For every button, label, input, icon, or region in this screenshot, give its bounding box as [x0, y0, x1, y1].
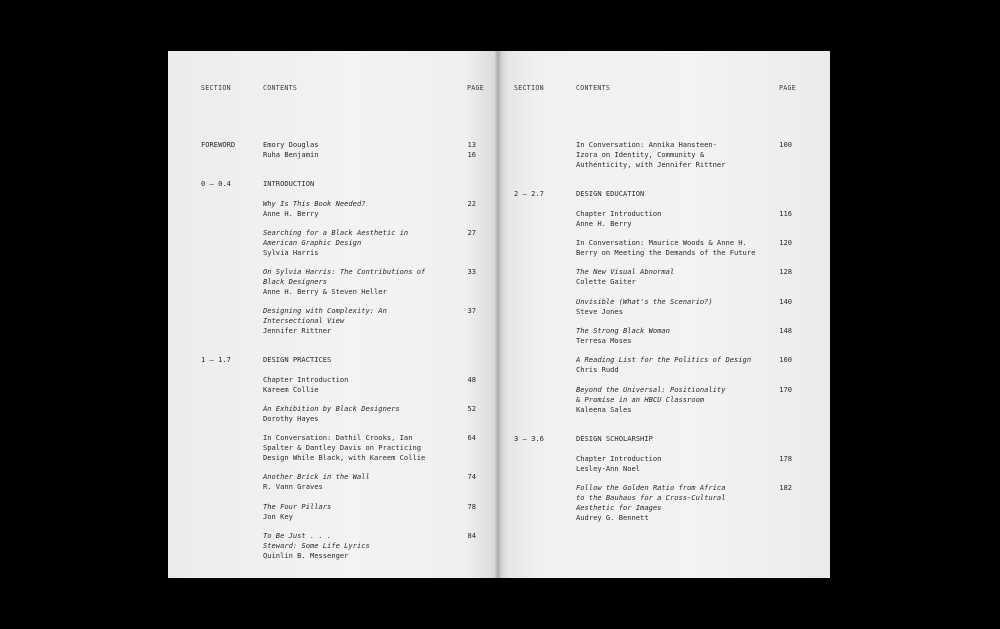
- page-number: 27: [467, 228, 476, 237]
- author-name: Quinlin B. Messenger: [263, 551, 349, 560]
- author-name: Kaleena Sales: [576, 405, 632, 414]
- entry-title: Intersectional View: [263, 316, 345, 325]
- book-gutter: [494, 51, 502, 578]
- entry-title: Chapter Introduction: [263, 375, 349, 384]
- entry-title: A Reading List for the Politics of Design: [576, 355, 752, 364]
- entry-title: Searching for a Black Aesthetic in: [263, 228, 409, 237]
- entry-title: Another Brick in the Wall: [263, 472, 370, 481]
- contents-header: CONTENTS: [576, 84, 611, 92]
- section-range: 0 – 0.4: [201, 179, 231, 188]
- page-number: 178: [779, 454, 792, 463]
- page-number: 100: [779, 140, 792, 149]
- open-book: [168, 51, 830, 578]
- author-name: Colette Gaiter: [576, 277, 636, 286]
- author-name: Anne H. Berry & Steven Heller: [263, 287, 387, 296]
- entry-title: In Conversation: Maurice Woods & Anne H.: [576, 238, 747, 247]
- section-title: DESIGN PRACTICES: [263, 355, 332, 364]
- section-title: DESIGN EDUCATION: [576, 189, 645, 198]
- section-range: 3 – 3.6: [514, 434, 544, 443]
- entry-title: Aesthetic for Images: [576, 503, 662, 512]
- entry-title: Authenticity, with Jennifer Rittner: [576, 160, 726, 169]
- author-name: R. Vann Graves: [263, 482, 323, 491]
- page-number: 13: [467, 140, 476, 149]
- entry-title: Izora on Identity, Community &: [576, 150, 705, 159]
- author-name: Jon Key: [263, 512, 293, 521]
- section-title: INTRODUCTION: [263, 179, 315, 188]
- page-number: 84: [467, 531, 476, 540]
- section-range: 1 – 1.7: [201, 355, 231, 364]
- page-number: 16: [467, 150, 476, 159]
- section-title: DESIGN SCHOLARSHIP: [576, 434, 653, 443]
- contents-header: CONTENTS: [263, 84, 298, 92]
- entry-title: Unvisible (What's the Scenario?): [576, 297, 713, 306]
- page-number: 182: [779, 483, 792, 492]
- author-name: Steve Jones: [576, 307, 623, 316]
- entry-title: Berry on Meeting the Demands of the Future: [576, 248, 756, 257]
- entry-title: To Be Just . . .: [263, 531, 332, 540]
- section-range: 2 – 2.7: [514, 189, 544, 198]
- author-name: Emory Douglas: [263, 140, 319, 149]
- entry-title: & Promise in an HBCU Classroom: [576, 395, 705, 404]
- page-number: 170: [779, 385, 792, 394]
- entry-title: Steward: Some Life Lyrics: [263, 541, 370, 550]
- entry-title: An Exhibition by Black Designers: [263, 404, 400, 413]
- author-name: Anne H. Berry: [576, 219, 632, 228]
- entry-title: The New Visual Abnormal: [576, 267, 675, 276]
- author-name: Terresa Moses: [576, 336, 632, 345]
- page-number: 64: [467, 433, 476, 442]
- page-header: PAGE: [779, 84, 797, 92]
- entry-title: In Conversation: Annika Hansteen-: [576, 140, 717, 149]
- page-number: 22: [467, 199, 476, 208]
- page-number: 120: [779, 238, 792, 247]
- author-name: Sylvia Harris: [263, 248, 319, 257]
- entry-title: On Sylvia Harris: The Contributions of: [263, 267, 426, 276]
- author-name: Chris Rudd: [576, 365, 619, 374]
- entry-title: Chapter Introduction: [576, 209, 662, 218]
- page-number: 116: [779, 209, 792, 218]
- entry-title: Black Designers: [263, 277, 328, 286]
- page-number: 160: [779, 355, 792, 364]
- entry-title: Chapter Introduction: [576, 454, 662, 463]
- page-number: 148: [779, 326, 792, 335]
- author-name: Dorothy Hayes: [263, 414, 319, 423]
- section-header: SECTION: [514, 84, 544, 92]
- author-name: Audrey G. Bennett: [576, 513, 649, 522]
- author-name: Anne H. Berry: [263, 209, 319, 218]
- author-name: Kareem Collie: [263, 385, 319, 394]
- entry-title: Spalter & Dantley Davis on Practicing: [263, 443, 422, 452]
- entry-title: American Graphic Design: [263, 238, 362, 247]
- entry-title: The Strong Black Woman: [576, 326, 670, 335]
- left-page: [168, 51, 498, 578]
- foreword-label: FOREWORD: [201, 140, 236, 149]
- section-header: SECTION: [201, 84, 231, 92]
- entry-title: Why Is This Book Needed?: [263, 199, 366, 208]
- entry-title: The Four Pillars: [263, 502, 332, 511]
- entry-title: In Conversation: Dathil Crooks, Ian: [263, 433, 413, 442]
- page-number: 33: [467, 267, 476, 276]
- page-number: 48: [467, 375, 476, 384]
- entry-title: to the Bauhaus for a Cross-Cultural: [576, 493, 726, 502]
- entry-title: Follow the Golden Ratio from Africa: [576, 483, 726, 492]
- entry-title: Design While Black, with Kareem Collie: [263, 453, 426, 462]
- page-number: 78: [467, 502, 476, 511]
- page-number: 128: [779, 267, 792, 276]
- page-number: 140: [779, 297, 792, 306]
- author-name: Lesley-Ann Noel: [576, 464, 641, 473]
- author-name: Jennifer Rittner: [263, 326, 332, 335]
- entry-title: Beyond the Universal: Positionality: [576, 385, 726, 394]
- page-number: 37: [467, 306, 476, 315]
- author-name: Ruha Benjamin: [263, 150, 319, 159]
- page-number: 52: [467, 404, 476, 413]
- entry-title: Designing with Complexity: An: [263, 306, 387, 315]
- page-number: 74: [467, 472, 476, 481]
- page-header: PAGE: [467, 84, 485, 92]
- right-page: [498, 51, 830, 578]
